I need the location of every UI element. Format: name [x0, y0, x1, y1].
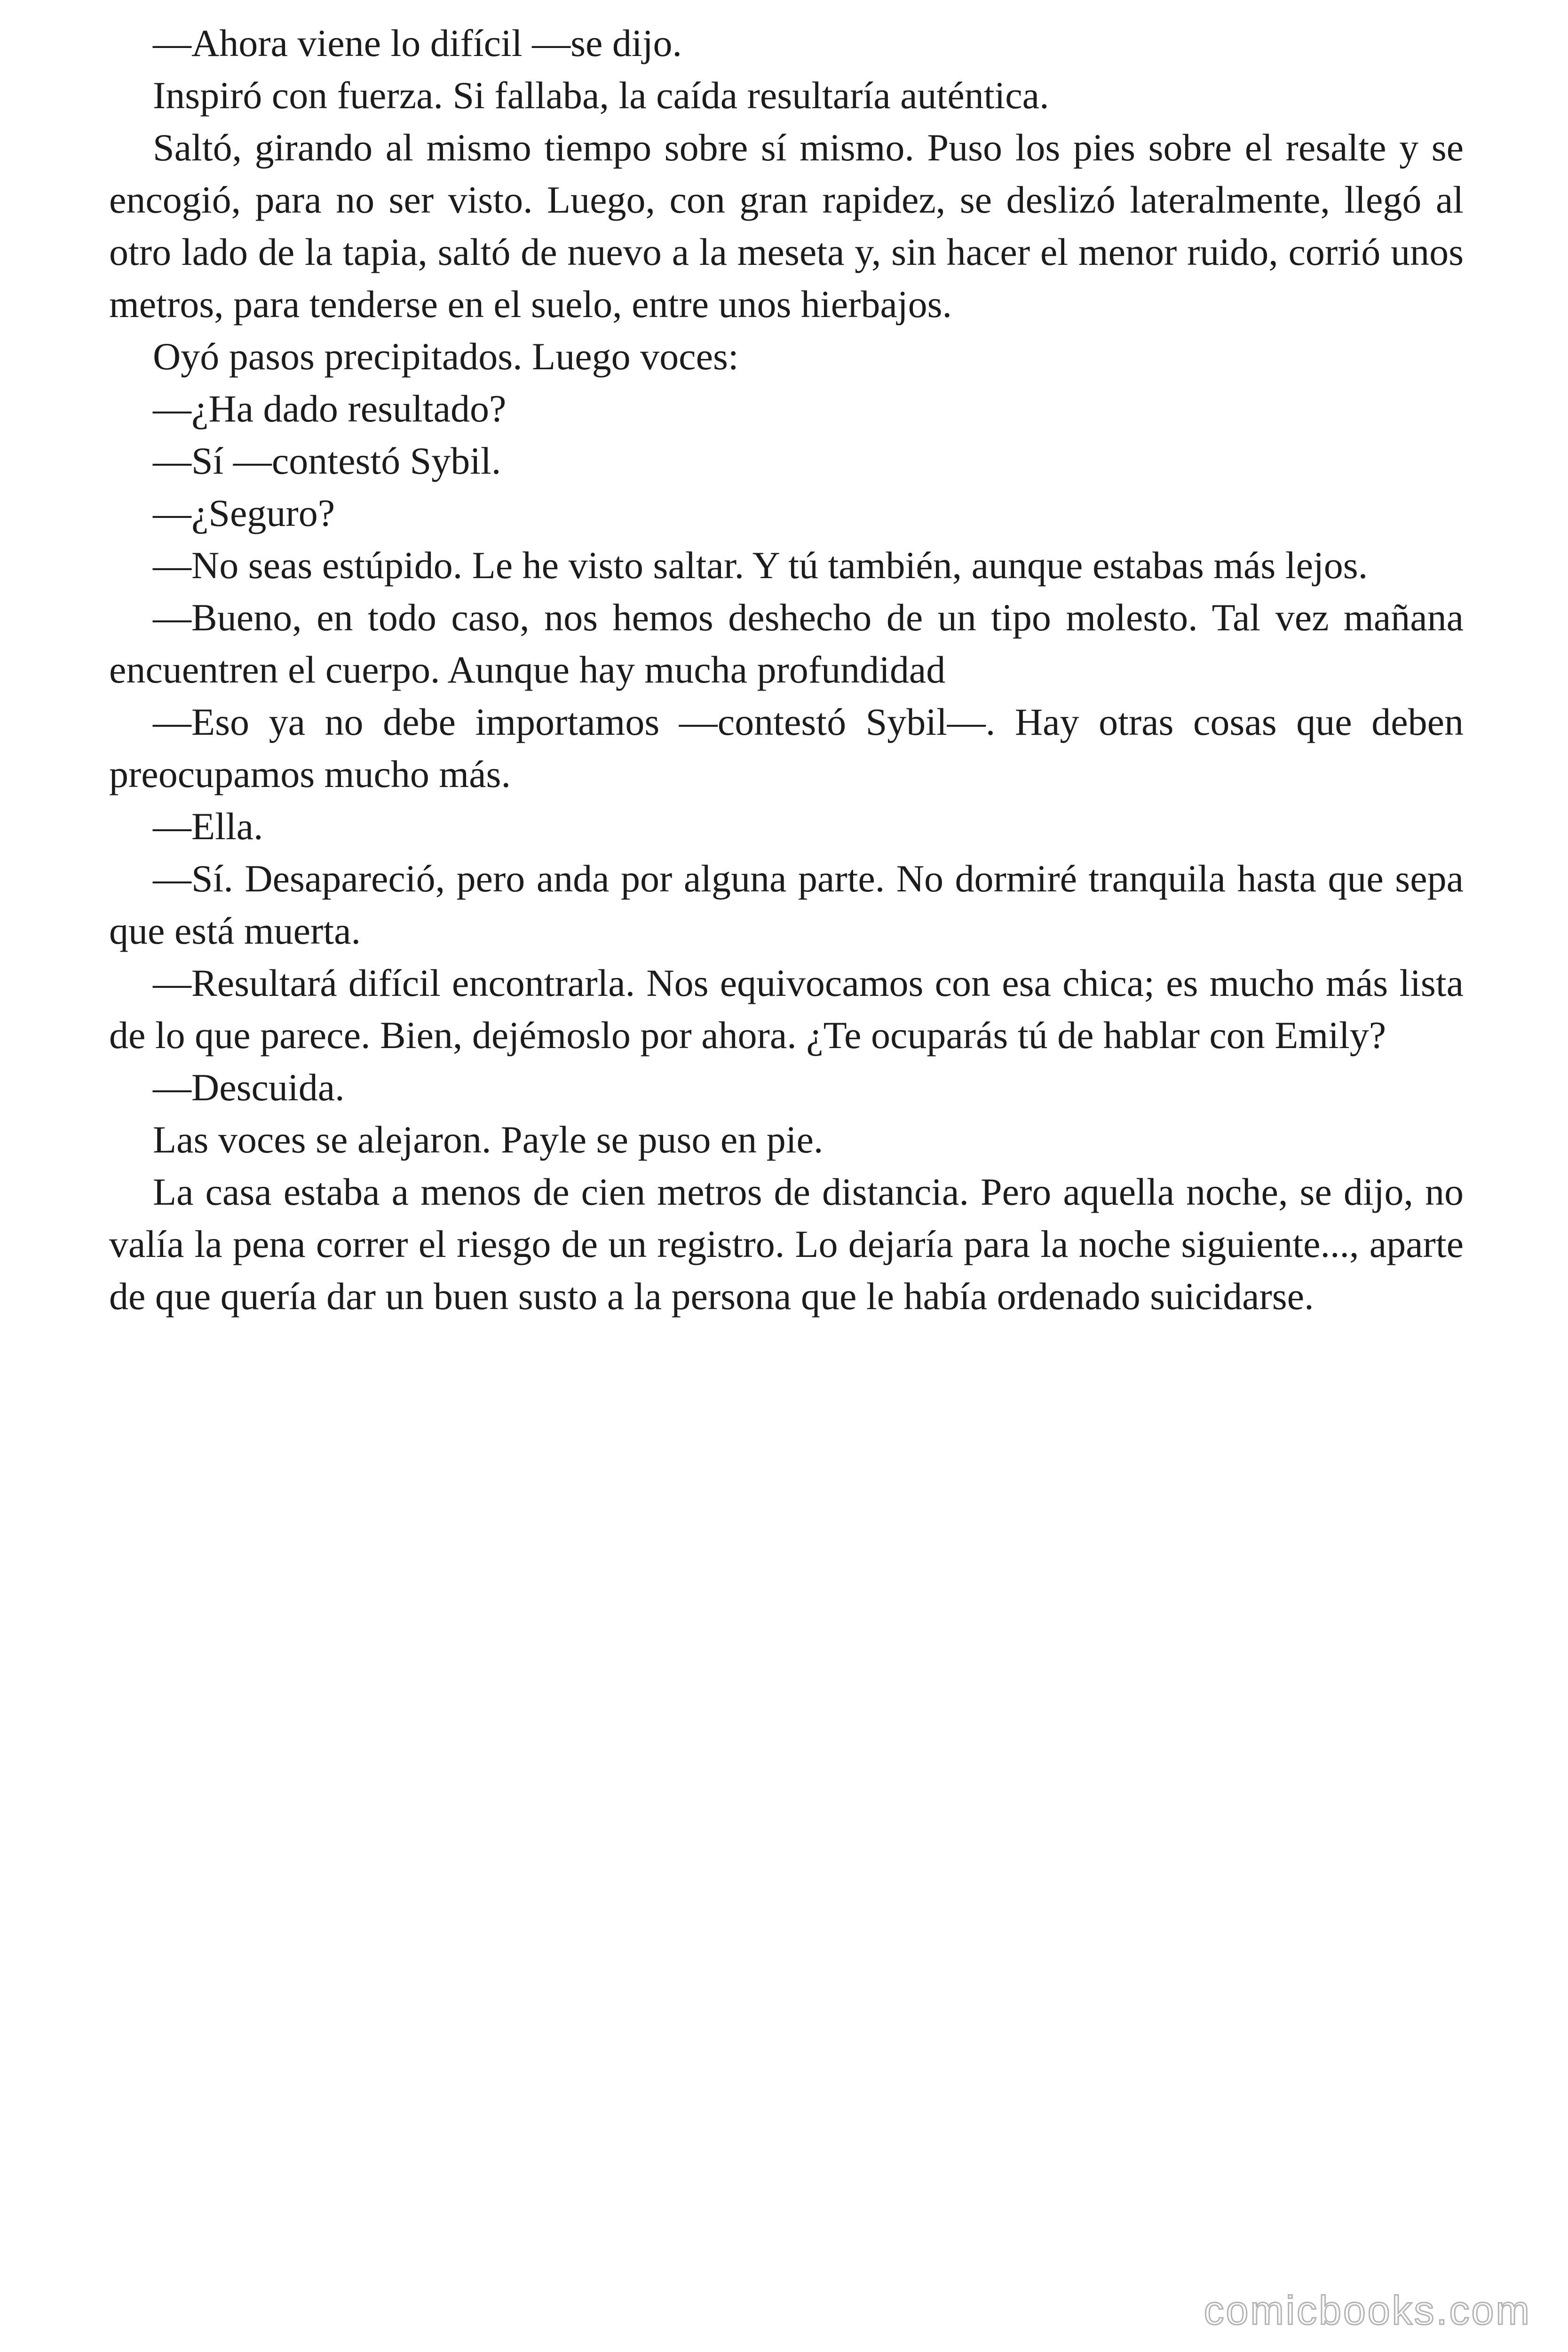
paragraph: —¿Seguro?: [153, 492, 335, 534]
paragraph: —Descuida.: [153, 1066, 345, 1109]
paragraph: —Sí —contestó Sybil.: [153, 439, 501, 482]
paragraph: La casa estaba a menos de cien metros de distancia. Pero aquella noche, se dijo, no valía la pena correr el riesgo de un registro. Lo dejaría para la noche siguiente..., aparte de que quería dar un buen susto a la persona que le había ordenado suicidarse.: [109, 1170, 1464, 1318]
paragraph: —Bueno, en todo caso, nos hemos deshecho de un tipo molesto. Tal vez mañana encuentren el cuerpo. Aunque hay mucha profundidad: [109, 596, 1464, 691]
paragraph: Saltó, girando al mismo tiempo sobre sí mismo. Puso los pies sobre el resalte y se encogió, para no ser visto. Luego, con gran rapidez, se deslizó lateralmente, llegó al otro lado de la tapia, saltó de nuevo a la meseta y, sin hacer el menor ruido, corrió unos metros, para tenderse en el suelo, entre unos hierbajos.: [109, 126, 1464, 326]
paragraph: Oyó pasos precipitados. Luego voces:: [153, 335, 739, 378]
paragraph: —Resultará difícil encontrarla. Nos equivocamos con esa chica; es mucho más lista de lo que parece. Bien, dejémoslo por ahora. ¿Te ocuparás tú de hablar con Emily?: [109, 961, 1464, 1057]
paragraph: —Ella.: [153, 805, 263, 848]
paragraph: —¿Ha dado resultado?: [153, 387, 507, 430]
watermark: comicbooks.com: [1204, 2288, 1531, 2333]
paragraph: Inspiró con fuerza. Si fallaba, la caída resultaría auténtica.: [153, 74, 1049, 117]
paragraph: —Sí. Desapareció, pero anda por alguna parte. No dormiré tranquila hasta que sepa que está muerta.: [109, 857, 1464, 952]
paragraph: —Eso ya no debe importamos —contestó Sybil—. Hay otras cosas que deben preocupamos mucho más.: [109, 700, 1464, 795]
paragraph: —Ahora viene lo difícil —se dijo.: [153, 22, 682, 64]
page-body: [109, 17, 1464, 1322]
paragraph: —No seas estúpido. Le he visto saltar. Y tú también, aunque estabas más lejos.: [153, 544, 1368, 587]
paragraph: Las voces se alejaron. Payle se puso en pie.: [153, 1118, 824, 1161]
